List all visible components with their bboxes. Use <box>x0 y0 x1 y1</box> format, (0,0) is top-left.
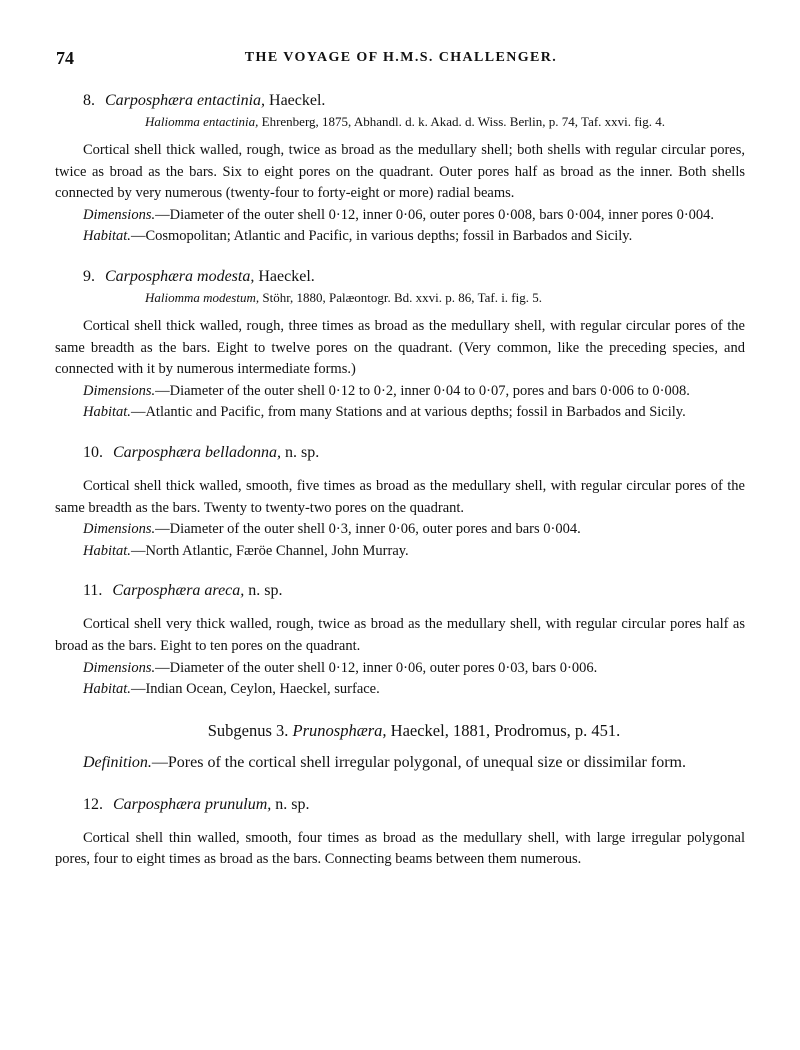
page-header <box>56 48 746 72</box>
habitat-label: Habitat. <box>83 404 131 421</box>
species-number: 9. <box>83 267 95 285</box>
species-dimensions <box>55 205 745 227</box>
species-author: n. sp. <box>248 582 283 600</box>
dimensions-label: Dimensions. <box>83 521 156 538</box>
species-habitat <box>55 541 745 563</box>
species-author: Haeckel. <box>269 92 326 109</box>
species-author: n. sp. <box>285 443 320 461</box>
species-description: Cortical shell thin walled, smooth, four times as broad as the medullary shell, with large irregular polygonal pores, four to eight times as broad as the bars. Connecting beams between them numerous. <box>55 829 745 868</box>
dimensions-label: Dimensions. <box>83 206 156 223</box>
dimensions-label: Dimensions. <box>83 659 156 676</box>
species-heading <box>83 92 745 110</box>
dimensions-text: —Diameter of the outer shell 0·3, inner 0·06, outer pores and bars 0·004. <box>155 521 581 538</box>
species-name: Carposphæra modesta, <box>105 267 255 285</box>
species-number: 8. <box>83 92 95 109</box>
species-name: Carposphæra prunulum, <box>113 795 272 813</box>
habitat-text: —North Atlantic, Færöe Channel, John Murray. <box>130 542 409 559</box>
page-content <box>55 92 745 891</box>
habitat-label: Habitat. <box>83 228 131 245</box>
species-heading <box>83 268 745 286</box>
species-dimensions <box>55 381 745 403</box>
synonym-name: Haliomma modestum, <box>145 289 260 305</box>
species-habitat <box>55 679 745 701</box>
synonym-reference: Stöhr, 1880, Palæontogr. Bd. xxvi. p. 86, Taf. i. fig. 5. <box>262 289 542 305</box>
species-entry-9 <box>55 268 745 424</box>
species-dimensions <box>55 658 745 680</box>
running-title: THE VOYAGE OF H.M.S. CHALLENGER. <box>244 50 558 65</box>
species-name: Carposphæra belladonna, <box>113 443 282 461</box>
species-entry-11 <box>55 582 745 700</box>
species-heading <box>83 444 745 462</box>
species-author: n. sp. <box>275 795 310 813</box>
species-heading <box>83 582 745 600</box>
habitat-text: —Indian Ocean, Ceylon, Haeckel, surface. <box>130 681 380 698</box>
species-number: 12. <box>83 795 103 813</box>
species-dimensions <box>55 519 745 541</box>
habitat-text: —Cosmopolitan; Atlantic and Pacific, in various depths; fossil in Barbados and Sicily. <box>130 228 633 245</box>
dimensions-text: —Diameter of the outer shell 0·12 to 0·2, inner 0·04 to 0·07, pores and bars 0·006 to 0·008. <box>155 382 690 399</box>
habitat-text: —Atlantic and Pacific, from many Stations and at various depths; fossil in Barbados and Sicily. <box>130 404 686 421</box>
dimensions-text: —Diameter of the outer shell 0·12, inner 0·06, outer pores 0·008, bars 0·004, inner pores 0·004. <box>155 206 715 223</box>
species-author: Haeckel. <box>258 267 315 285</box>
species-description: Cortical shell thick walled, rough, twice as broad as the medullary shell; both shells with regular circular pores, twice as broad as the bars. Six to eight pores on the quadrant. Outer pores half as broad as the inner. Both shells connected by very numerous (twenty-four to forty-eight or more) radial beams. <box>55 142 745 202</box>
habitat-label: Habitat. <box>83 681 131 698</box>
synonym-reference: Ehrenberg, 1875, Abhandl. d. k. Akad. d. Wiss. Berlin, p. 74, Taf. xxvi. fig. 4. <box>261 114 665 129</box>
species-name: Carposphæra entactinia, <box>105 92 266 109</box>
synonym-citation <box>145 114 745 130</box>
dimensions-label: Dimensions. <box>83 382 156 399</box>
species-entry-8 <box>55 92 745 248</box>
definition-label: Definition. <box>83 753 152 771</box>
synonym-citation <box>145 290 745 306</box>
subgenus-prefix: Subgenus 3. <box>207 720 289 740</box>
subgenus-heading <box>55 721 745 741</box>
subgenus-citation: Haeckel, 1881, Prodromus, p. 451. <box>390 720 621 740</box>
species-entry-12 <box>55 796 745 871</box>
dimensions-text: —Diameter of the outer shell 0·12, inner 0·06, outer pores 0·03, bars 0·006. <box>155 659 598 676</box>
habitat-label: Habitat. <box>83 542 131 559</box>
species-heading <box>83 796 745 814</box>
species-entry-10 <box>55 444 745 562</box>
species-description: Cortical shell thick walled, rough, three times as broad as the medullary shell, with regular circular pores of the same breadth as the bars. Eight to twelve pores on the quadrant. (Very common, like the preceding species, and connected with it by numerous intermediate forms.) <box>55 317 745 378</box>
definition-text: —Pores of the cortical shell irregular polygonal, of unequal size or dissimilar form. <box>151 753 686 771</box>
species-habitat <box>55 226 745 248</box>
species-name: Carposphæra areca, <box>112 582 245 600</box>
subgenus-definition <box>55 751 745 774</box>
species-habitat <box>55 402 745 424</box>
species-description: Cortical shell thick walled, smooth, five times as broad as the medullary shell, with regular circular pores of the same breadth as the bars. Twenty to twenty-two pores on the quadrant. <box>55 477 745 516</box>
species-number: 10. <box>83 443 103 461</box>
synonym-name: Haliomma entactinia, <box>145 114 259 129</box>
species-description: Cortical shell very thick walled, rough, twice as broad as the medullary shell, with regular circular pores half as broad as the bars. Eight to ten pores on the quadrant. <box>55 616 745 654</box>
subgenus-name: Prunosphæra, <box>292 720 387 740</box>
page-number: 74 <box>56 48 74 68</box>
species-number: 11. <box>83 582 103 600</box>
